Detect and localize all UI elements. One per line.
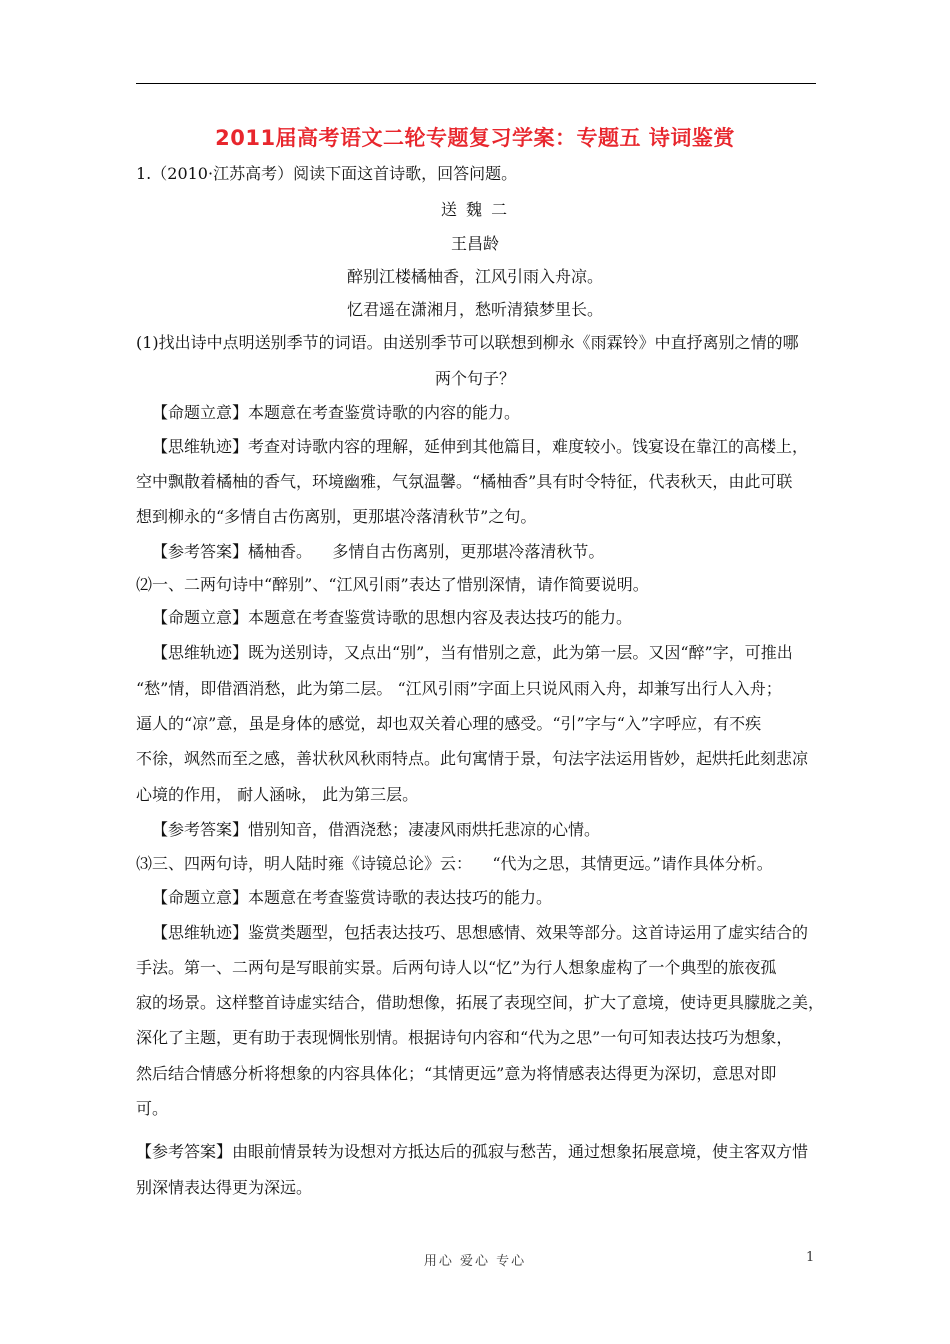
q2-answer: 【参考答案】惜别知音，借酒浇愁；凄凄风雨烘托悲凉的心情。	[152, 820, 601, 839]
q3-intent: 【命题立意】本题意在考查鉴赏诗歌的表达技巧的能力。	[152, 888, 553, 907]
q2-analysis-line: “愁”情，即借酒消愁，此为第二层。 “江风引雨”字面上只说风雨入舟，却兼写出行人入舟；	[136, 679, 782, 698]
poem-author: 王昌龄	[450, 234, 499, 253]
page-number: 1	[806, 1250, 815, 1265]
header-rule	[136, 83, 816, 84]
q3-answer-line: 别深情表达得更为深远。	[136, 1178, 313, 1197]
q2-intent: 【命题立意】本题意在考查鉴赏诗歌的思想内容及表达技巧的能力。	[152, 608, 633, 627]
q2-analysis-line: 【思维轨迹】既为送别诗，又点出“别”，当有惜别之意，此为第一层。又因“醉”字，可推出	[152, 643, 793, 662]
q3-analysis-line: 寂的场景。这样整首诗虚实结合，借助想像，拓展了表现空间，扩大了意境，使诗更具朦胧之美，	[136, 993, 825, 1012]
q1-intent: 【命题立意】本题意在考查鉴赏诗歌的内容的能力。	[152, 403, 521, 422]
q1-question: (1)找出诗中点明送别季节的词语。由送别季节可以联想到柳永《雨霖铃》中直抒离别之情的哪	[136, 333, 799, 352]
question-intro: 1.（2010·江苏高考）阅读下面这首诗歌，回答问题。	[136, 164, 518, 183]
q3-analysis-line: 深化了主题，更有助于表现惆怅别情。根据诗句内容和“代为之思”一句可知表达技巧为想象，	[136, 1028, 793, 1047]
q3-analysis-line: 【思维轨迹】鉴赏类题型，包括表达技巧、思想感情、效果等部分。这首诗运用了虚实结合的	[152, 923, 809, 942]
q1-question-cont: 两个句子？	[434, 369, 515, 388]
q3-analysis-line: 然后结合情感分析将想象的内容具体化；“其情更远”意为将情感表达得更为深切，意思对即	[136, 1064, 777, 1083]
poem-line: 忆君遥在潇湘月，愁听清猿梦里长。	[346, 300, 603, 319]
document-title: 2011届高考语文二轮专题复习学案：专题五 诗词鉴赏	[215, 126, 735, 150]
q3-answer-line: 【参考答案】由眼前情景转为设想对方抵达后的孤寂与愁苦，通过想象拓展意境，使主客双方惜	[136, 1142, 809, 1161]
poem-line: 醉别江楼橘柚香，江风引雨入舟凉。	[346, 267, 603, 286]
poem-title: 送 魏 二	[440, 200, 510, 219]
q2-analysis-line: 不徐，飒然而至之感，善状秋风秋雨特点。此句寓情于景，句法字法运用皆妙，起烘托此刻悲凉	[136, 749, 809, 768]
q1-analysis-line: 【思维轨迹】考查对诗歌内容的理解，延伸到其他篇目，难度较小。饯宴设在靠江的高楼上，	[152, 437, 809, 456]
q1-analysis-line: 空中飘散着橘柚的香气，环境幽雅，气氛温馨。“橘柚香”具有时令特征，代表秋天，由此可联	[136, 472, 793, 491]
q3-analysis-line: 可。	[136, 1099, 169, 1118]
page-footer: 用心 爱心 专心	[423, 1254, 527, 1269]
q3-question: ⑶三、四两句诗，明人陆时雍《诗镜总论》云： “代为之思，其情更远。”请作具体分析。	[136, 854, 773, 873]
q3-analysis-line: 手法。第一、二两句是写眼前实景。后两句诗人以“忆”为行人想象虚构了一个典型的旅夜孤	[136, 958, 777, 977]
q1-analysis-line: 想到柳永的“多情自古伤离别，更那堪冷落清秋节”之句。	[136, 507, 537, 526]
q2-question: ⑵一、二两句诗中“醉别”、“江风引雨”表达了惜别深情，请作简要说明。	[136, 575, 649, 594]
q2-analysis-line: 逼人的“凉”意，虽是身体的感觉，却也双关着心理的感受。“引”字与“入”字呼应，有不疾	[136, 714, 762, 733]
q2-analysis-line: 心境的作用， 耐人涵咏， 此为第三层。	[136, 785, 419, 804]
q1-answer: 【参考答案】橘柚香。 多情自古伤离别，更那堪冷落清秋节。	[152, 542, 605, 561]
